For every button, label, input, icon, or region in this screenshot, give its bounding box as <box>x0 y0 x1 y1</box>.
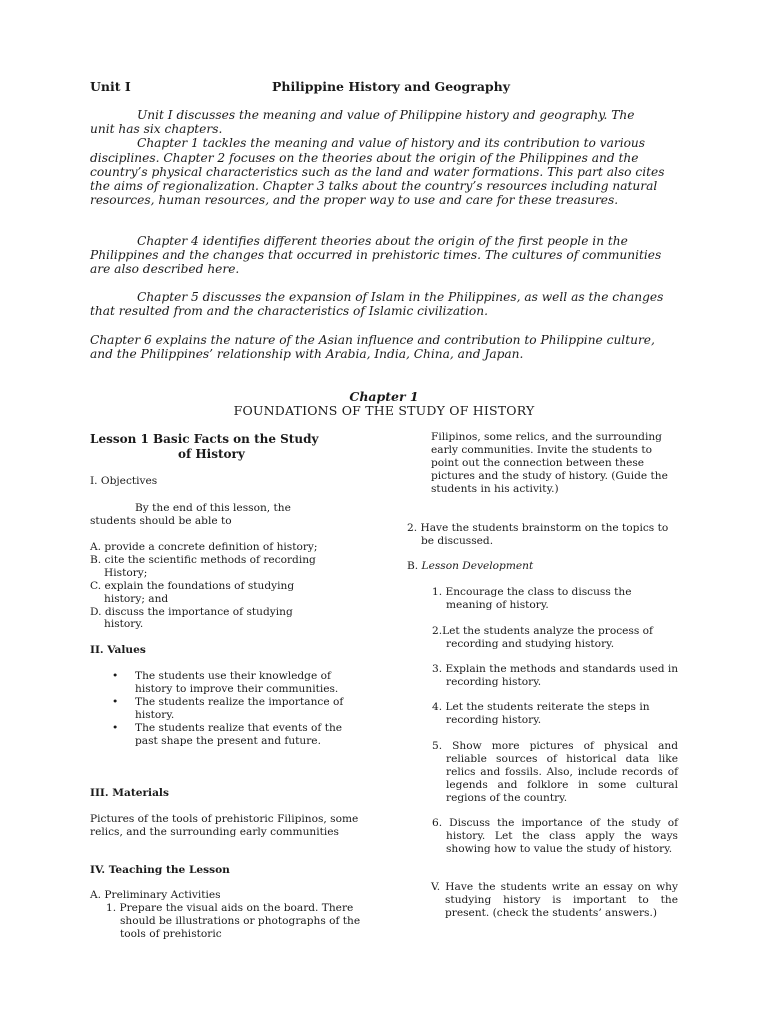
objectives-heading: I. Objectives <box>90 475 158 487</box>
values-list <box>90 670 362 747</box>
unit-label: Unit I <box>90 79 131 94</box>
chapter-title: Chapter 1 <box>349 389 419 404</box>
materials-text: Pictures of the tools of prehistoric Filipinos, some relics, and the surrounding early communities <box>90 813 359 838</box>
dev-item-3: 3. Explain the methods and standards used in recording history. <box>432 663 679 688</box>
value-item: • The students realize the importance of history. <box>90 696 362 722</box>
intro-paragraph-4: Chapter 5 discusses the expansion of Islam in the Philippines, as well as the changes that resulted from and the characteristics of Islamic civilization. <box>90 290 664 319</box>
objectives-intro: By the end of this lesson, the students should be able to <box>90 502 291 527</box>
intro-paragraph-3: Chapter 4 identifies different theories about the origin of the first people in the Philippines and the changes that occurred in prehistoric times. The cultures of communities are also described here. <box>90 234 662 277</box>
dev-item-5: 5. Show more pictures of physical and reliable sources of historical data like relics and fossils. Also, include records of legends and folklore in some cultural regions of the country. <box>432 740 678 804</box>
objective-item: B. cite the scientific methods of recording History; <box>90 553 316 579</box>
lesson-title: Lesson 1 Basic Facts on the Study of History <box>90 432 319 461</box>
materials-heading: III. Materials <box>90 787 169 799</box>
intro-p2: Chapter 1 tackles the meaning and value of history and its contribution to various disciplines. Chapter 2 focuses on the theories about the origin of the Philippines and the country’s physical characteristics such as the land and water formations. This part also cites the aims of regionalization. Chapter 3 talks about the country’s resources including natural resources, human resources, and the proper way to use and care for these treasures. <box>90 136 665 208</box>
chapter-subtitle: FOUNDATIONS OF THE STUDY OF HISTORY <box>233 403 535 418</box>
prelim-item-1-continued: Filipinos, some relics, and the surrounding early communities. Invite the students to point out the connection between these pictures and the study of history. (Guide the students in his activity.) <box>431 431 668 495</box>
prelim-item-2: 2. Have the students brainstorm on the topics to be discussed. <box>407 522 669 547</box>
objective-item: D. discuss the importance of studying history. <box>90 605 293 631</box>
value-item: • The students realize that events of the past shape the present and future. <box>90 722 362 748</box>
intro-p1-line2: unit has six chapters. <box>90 122 223 137</box>
values-heading: II. Values <box>90 644 146 656</box>
dev-item-6: 6. Discuss the importance of the study of history. Let the class apply the ways showing how to value the study of history. <box>432 817 678 855</box>
intro-paragraph-5: Chapter 6 explains the nature of the Asian influence and contribution to Philippine culture, and the Philippines’ relationship with Arabia, India, China, and Japan. <box>90 333 655 362</box>
prelim-item-1: 1. Prepare the visual aids on the board. There should be illustrations or photographs of the tools of prehistoric <box>106 902 361 940</box>
dev-item-4: 4. Let the students reiterate the steps in recording history. <box>432 701 650 726</box>
objectives-list <box>90 541 350 631</box>
lesson-development-heading: B. Lesson Development <box>407 560 534 572</box>
item-v: V. Have the students write an essay on why studying history is important to the present. (check the students’ answers.) <box>431 881 678 919</box>
prelim-heading: A. Preliminary Activities <box>90 889 221 901</box>
dev-item-1: 1. Encourage the class to discuss the meaning of history. <box>432 586 632 611</box>
objective-item: A. provide a concrete definition of history; <box>90 541 318 553</box>
intro-paragraph-1 <box>90 108 680 207</box>
teaching-heading: IV. Teaching the Lesson <box>90 864 230 876</box>
objective-item: C. explain the foundations of studying history; and <box>90 579 295 605</box>
unit-title: Philippine History and Geography <box>272 79 511 94</box>
intro-p1-line1: Unit I discusses the meaning and value of Philippine history and geography. The <box>137 108 635 122</box>
value-item: • The students use their knowledge of history to improve their communities. <box>90 670 362 696</box>
dev-item-2: 2.Let the students analyze the process of recording and studying history. <box>432 625 653 650</box>
